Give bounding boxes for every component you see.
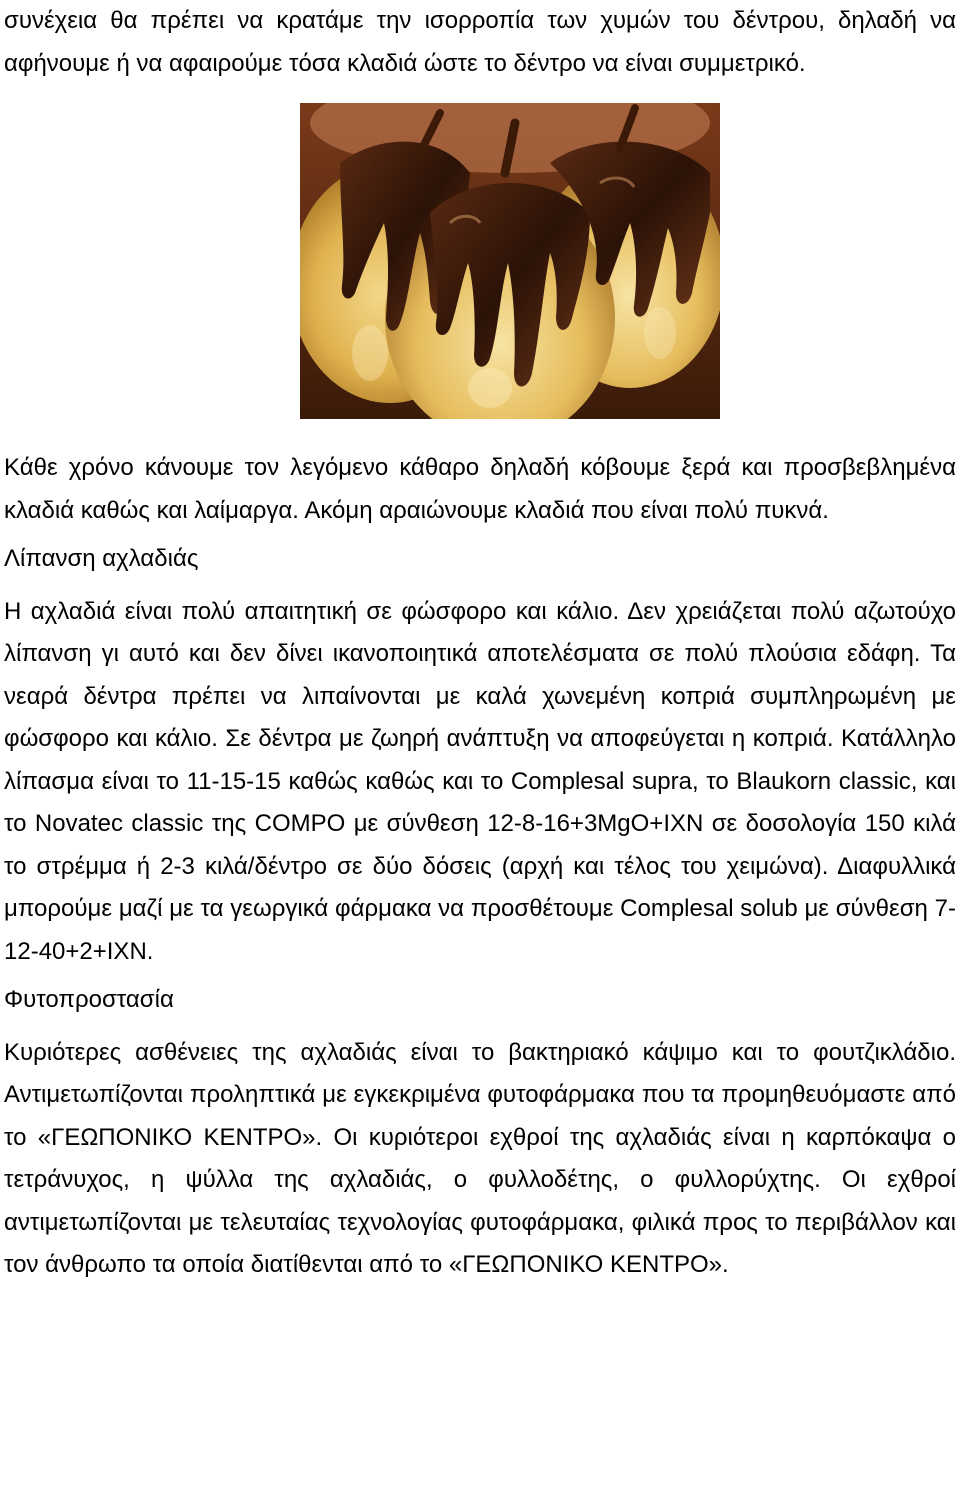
pears-with-chocolate-photo — [300, 103, 720, 419]
protection-heading: Φυτοπροστασία — [4, 986, 174, 1013]
fertilization-paragraph: Η αχλαδιά είναι πολύ απαιτητική σε φώσφορο και κάλιο. Δεν χρειάζεται πολύ αζωτούχο λίπανση γι αυτό και δεν δίνει ικανοποιητικά αποτελέσματα σε πολύ πλούσια εδάφη. Τα νεαρά δέντρα πρέπει να λιπαίνονται με καλά χωνεμένη κοπριά συμπληρωμένη με φώσφορο και κάλιο. Σε δέντρα με ζωηρή ανάπτυξη να αποφεύγεται η κοπριά. Κατάλληλο λίπασμα είναι το 11-15-15 καθώς καθώς και το Complesal supra, το Blaukorn classic, και το Novatec classic της COMPO με σύνθεση 12-8-16+3MgO+IXN σε δοσολογία 150 κιλά το στρέμμα ή 2-3 κιλά/δέντρο σε δύο δόσεις (αρχή και τέλος του χειμώνα). Διαφυλλικά μπορούμε μαζί με τα γεωργικά φάρμακα να προσθέτουμε Complesal solub με σύνθεση 7-12-40+2+IXN. — [4, 597, 956, 965]
fertilization-heading: Λίπανση αχλαδιάς — [4, 545, 199, 572]
document-page — [4, 0, 956, 1287]
protection-paragraph: Κυριότερες ασθένειες της αχλαδιάς είναι το βακτηριακό κάψιμο και το φουτζικλάδιο. Αντιμετωπίζονται προληπτικά με εγκεκριμένα φυτοφάρμακα που τα προμηθευόμαστε από το «ΓΕΩΠΟΝΙΚΟ ΚΕΝΤΡΟ». Οι κυριότεροι εχθροί της αχλαδιάς είναι η καρπόκαψα ο τετράνυχος, η ψύλλα της αχλαδιάς, ο φυλλοδέτης, ο φυλλορύχτης. Οι εχθροί αντιμετωπίζονται με τελευταίας τεχνολογίας φυτοφάρμακα, φιλικά προς το περιβάλλον και τον άνθρωπο τα οποία διατίθενται από το «ΓΕΩΠΟΝΙΚΟ ΚΕΝΤΡΟ». — [4, 1038, 956, 1278]
pruning-paragraph: Κάθε χρόνο κάνουμε τον λεγόμενο κάθαρο δηλαδή κόβουμε ξερά και προσβεβλημένα κλαδιά καθώς και λαίμαργα. Ακόμη αραιώνουμε κλαδιά που είναι πολύ πυκνά. — [4, 454, 956, 524]
pears-illustration — [300, 103, 720, 419]
figure — [4, 103, 956, 419]
intro-paragraph: συνέχεια θα πρέπει να κρατάμε την ισορροπία των χυμών του δέντρου, δηλαδή να αφήνουμε ή να αφαιρούμε τόσα κλαδιά ώστε το δέντρο να είναι συμμετρικό. — [4, 7, 956, 77]
